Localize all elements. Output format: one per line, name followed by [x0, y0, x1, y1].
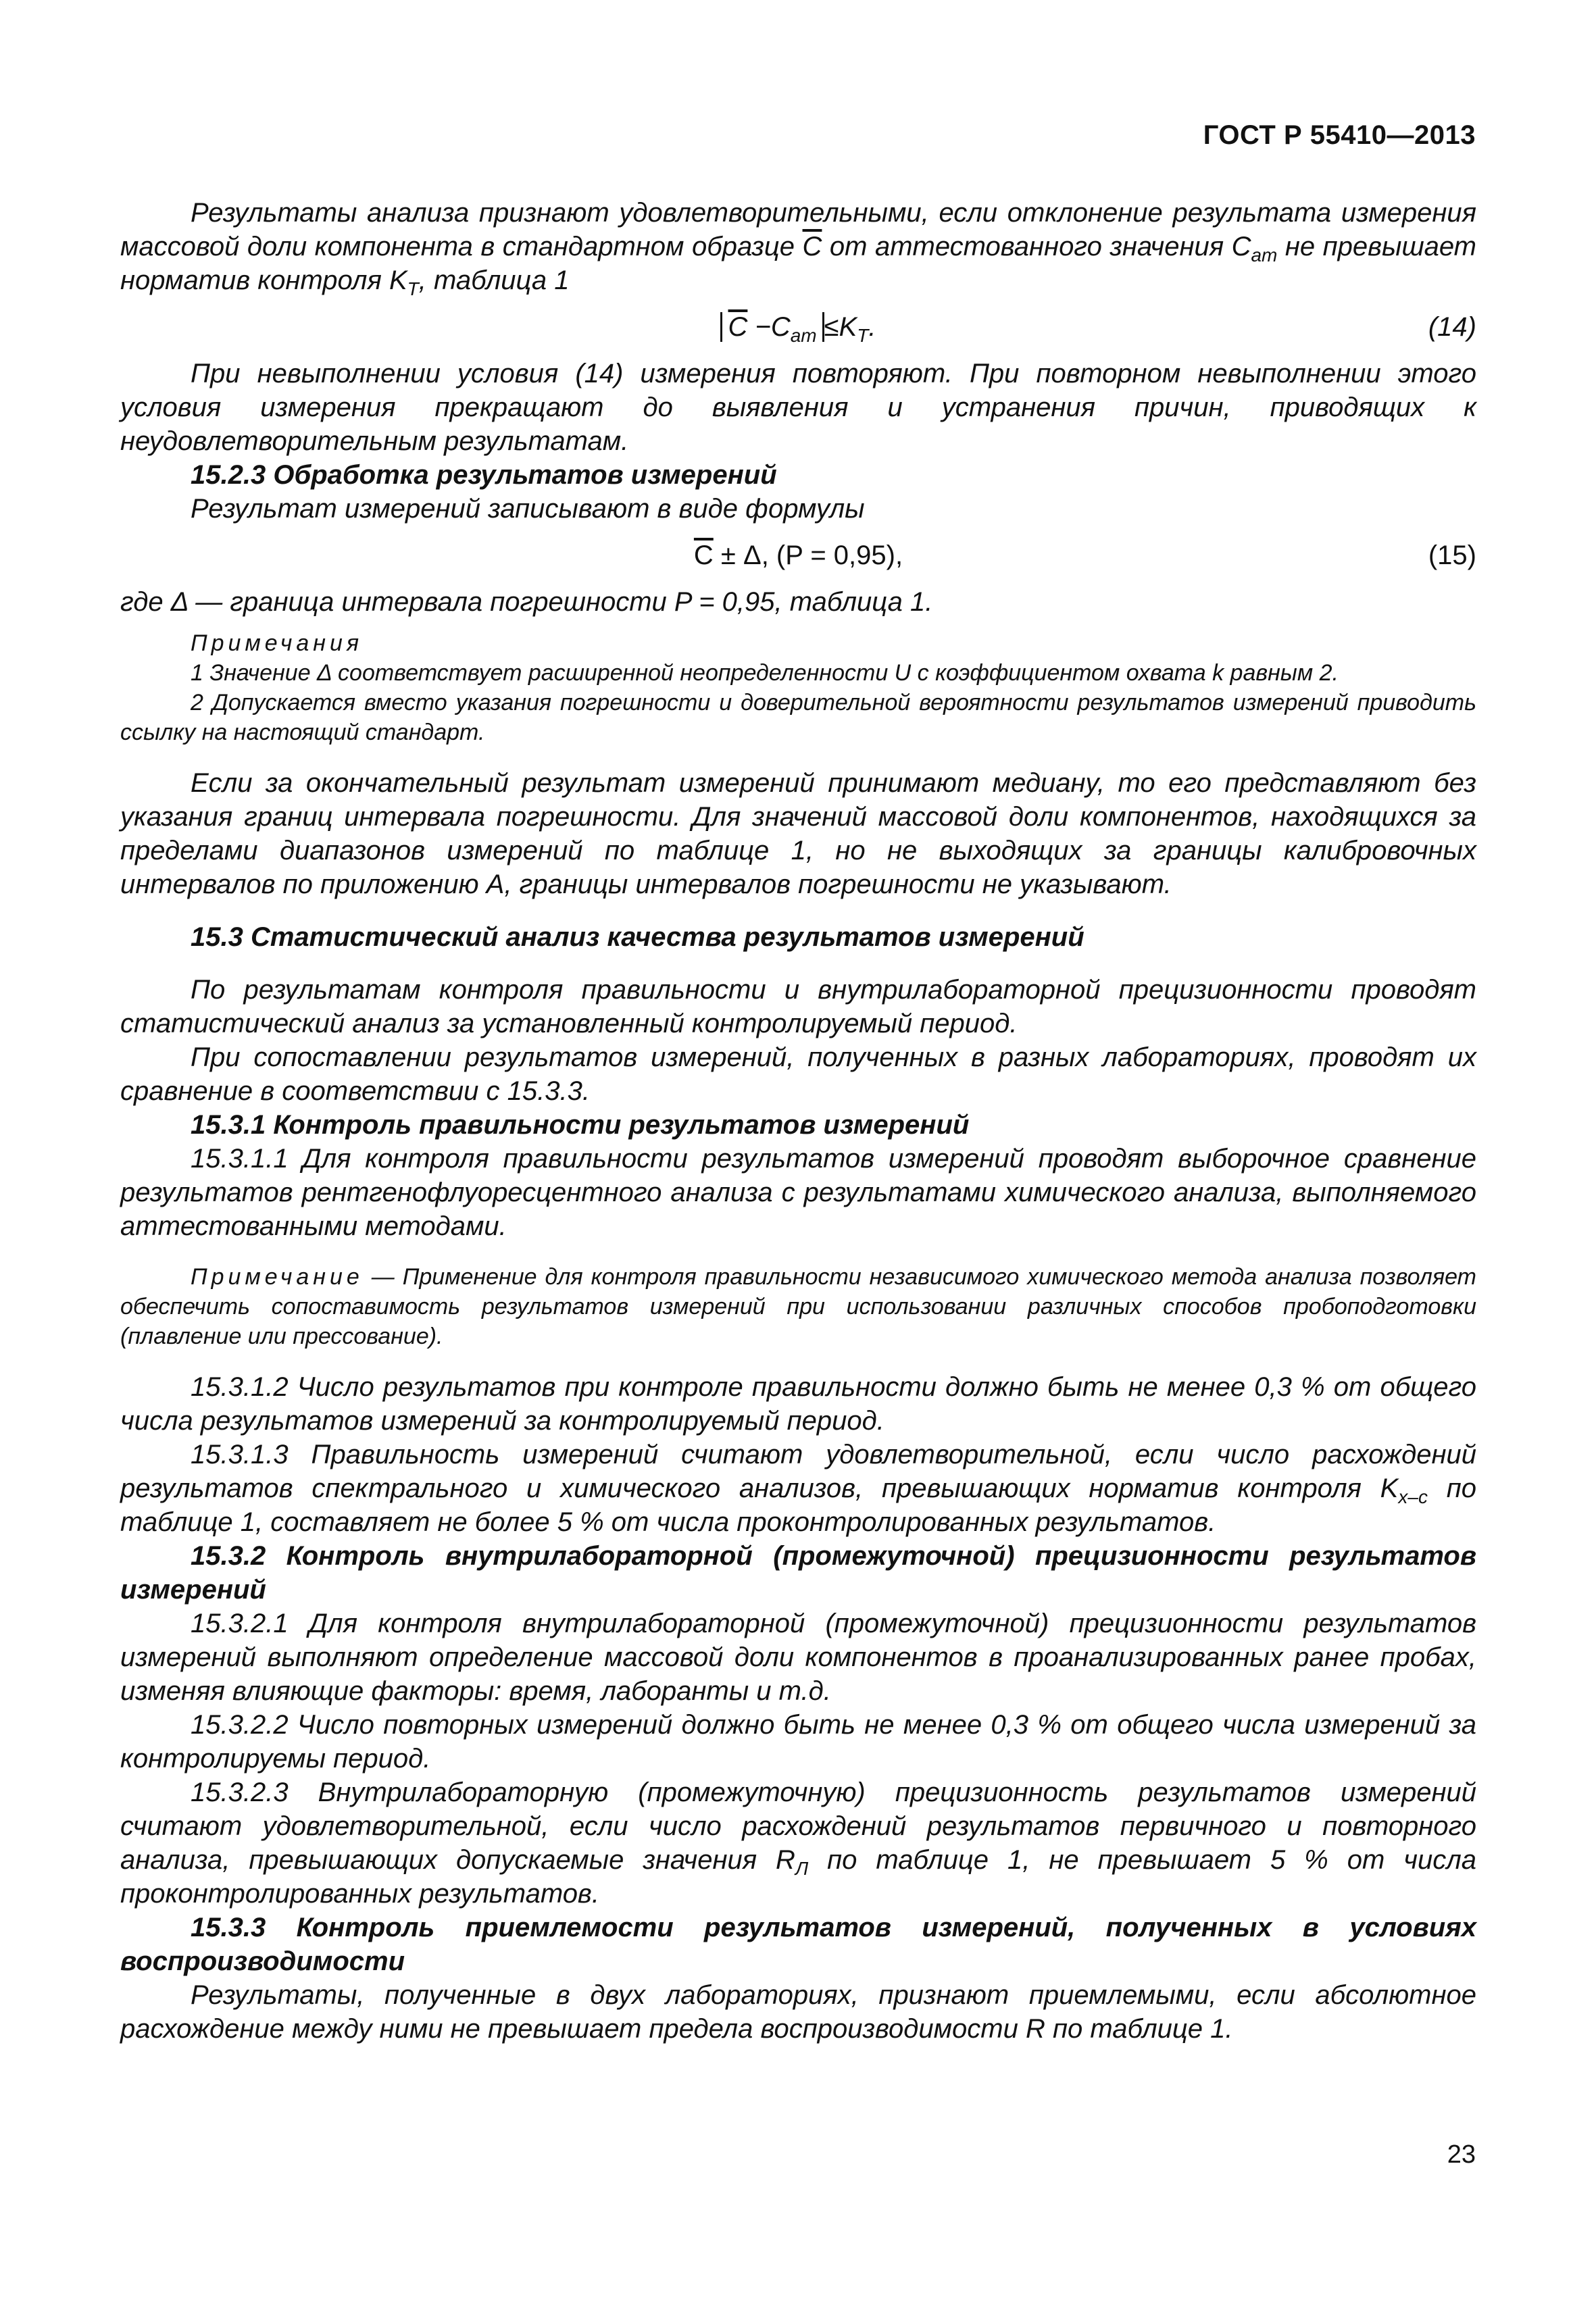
paragraph-15-3-1-3: 15.3.1.3 Правильность измерений считают удовлетворительной, если число расхождений результатов спектрального и химического анализов, превышающих норматив контроля $K_{x-c}$ по таблице 1, составляет не более 5 % от числа проконтролированных результатов.	[120, 1440, 1477, 1537]
paragraph-15-3-2-3: 15.3.2.3 Внутрилабораторную (промежуточную) прецизионность результатов измерений считают удовлетворительной, если число расхождений результатов первичного и повторного анализа, превышающих допускаемые значения $R_Л$ по таблице 1, не превышает 5 % от числа проконтролированных результатов.	[120, 1778, 1477, 1909]
paragraph-statistical: По результатам контроля правильности и внутрилабораторной прецизионности проводят статистический анализ за установленный контролируемый период.	[120, 975, 1476, 1038]
document-id: ГОСТ Р 55410—2013	[1203, 120, 1476, 150]
page-number: 23	[1447, 2140, 1476, 2169]
paragraph-formula-intro: Результат измерений записывают в виде формулы	[191, 494, 865, 524]
document-body	[120, 196, 1476, 2046]
heading-15-3: 15.3 Статистический анализ качества результатов измерений	[191, 922, 1084, 952]
paragraph-median: Если за окончательный результат измерений принимают медиану, то его представляют без указания границ интервала погрешности. Для значений массовой доли компонентов, находящихся за пределами диапазонов измерений по таблице 1, но не выходящих за границы калибровочных интервалов по приложению А, границы интервалов погрешности не указывают.	[120, 768, 1476, 899]
paragraph-where: где Δ — граница интервала погрешности P = 0,95, таблица 1.	[120, 587, 933, 617]
formula-15: $\overline{C} \pm \Delta$, (P = 0,95), (15)	[120, 531, 1476, 580]
formula-14: $\overline{C} -C_{am} \le K_T$. (14)	[120, 303, 1476, 351]
notes-title: Примечания	[191, 630, 364, 656]
paragraph-acceptance: Результаты анализа признают удовлетворительными, если отклонение результата измерения массовой доли компонента в стандартном образце $\overline{C}$ от аттестованного значения $C_{am}$ не превышает норматив контроля $K_T$, таблица 1	[120, 198, 1477, 299]
note-2: 2 Допускается вместо указания погрешности и доверительной вероятности результатов измерений приводить ссылку на настоящий стандарт.	[120, 690, 1476, 745]
paragraph-repeat: При невыполнении условия (14) измерения повторяют. При повторном невыполнении этого условия измерения прекращают до выявления и устранения причин, приводящих к неудовлетворительным результатам.	[120, 359, 1476, 456]
heading-15-3-2: 15.3.2 Контроль внутрилабораторной (промежуточной) прецизионности результатов измерений	[120, 1541, 1476, 1605]
paragraph-comparison: При сопоставлении результатов измерений, полученных в разных лабораториях, проводят их сравнение в соответствии с 15.3.3.	[120, 1042, 1476, 1106]
paragraph-15-3-2-2: 15.3.2.2 Число повторных измерений должно быть не менее 0,3 % от общего числа измерений за контролируемы период.	[120, 1710, 1476, 1774]
heading-15-2-3: 15.2.3 Обработка результатов измерений	[191, 460, 777, 490]
formula-number: (14)	[1428, 312, 1476, 342]
heading-15-3-1: 15.3.1 Контроль правильности результатов измерений	[191, 1110, 970, 1140]
notes-block	[120, 628, 1476, 747]
formula-number: (15)	[1428, 540, 1476, 570]
heading-15-3-3: 15.3.3 Контроль приемлемости результатов измерений, полученных в условиях воспроизводимости	[120, 1913, 1476, 1976]
paragraph-15-3-1-1: 15.3.1.1 Для контроля правильности результатов измерений проводят выборочное сравнение результатов рентгенофлуоресцентного анализа с результатами химического анализа, выполняемого аттестованными методами.	[120, 1144, 1476, 1241]
paragraph-15-3-3: Результаты, полученные в двух лабораториях, признают приемлемыми, если абсолютное расхождение между ними не превышает предела воспроизводимости R по таблице 1.	[120, 1980, 1476, 2044]
c-bar-symbol: $\overline{C}$	[802, 232, 822, 261]
note-1: 1 Значение Δ соответствует расширенной неопределенности U с коэффициентом охвата k равным 2.	[191, 660, 1339, 686]
paragraph-15-3-1-2: 15.3.1.2 Число результатов при контроле правильности должно быть не менее 0,3 % от общего числа результатов измерений за контролируемый период.	[120, 1372, 1476, 1436]
note-15-3-1: Примечание — Применение для контроля правильности независимого химического метода анализа позволяет обеспечить сопоставимость результатов измерений при использовании различных способов пробоподготовки (плавление или прессование).	[120, 1264, 1476, 1349]
paragraph-15-3-2-1: 15.3.2.1 Для контроля внутрилабораторной (промежуточной) прецизионности результатов измерений выполняют определение массовой доли компонентов в проанализированных ранее пробах, изменяя влияющие факторы: время, лаборанты и т.д.	[120, 1609, 1476, 1706]
